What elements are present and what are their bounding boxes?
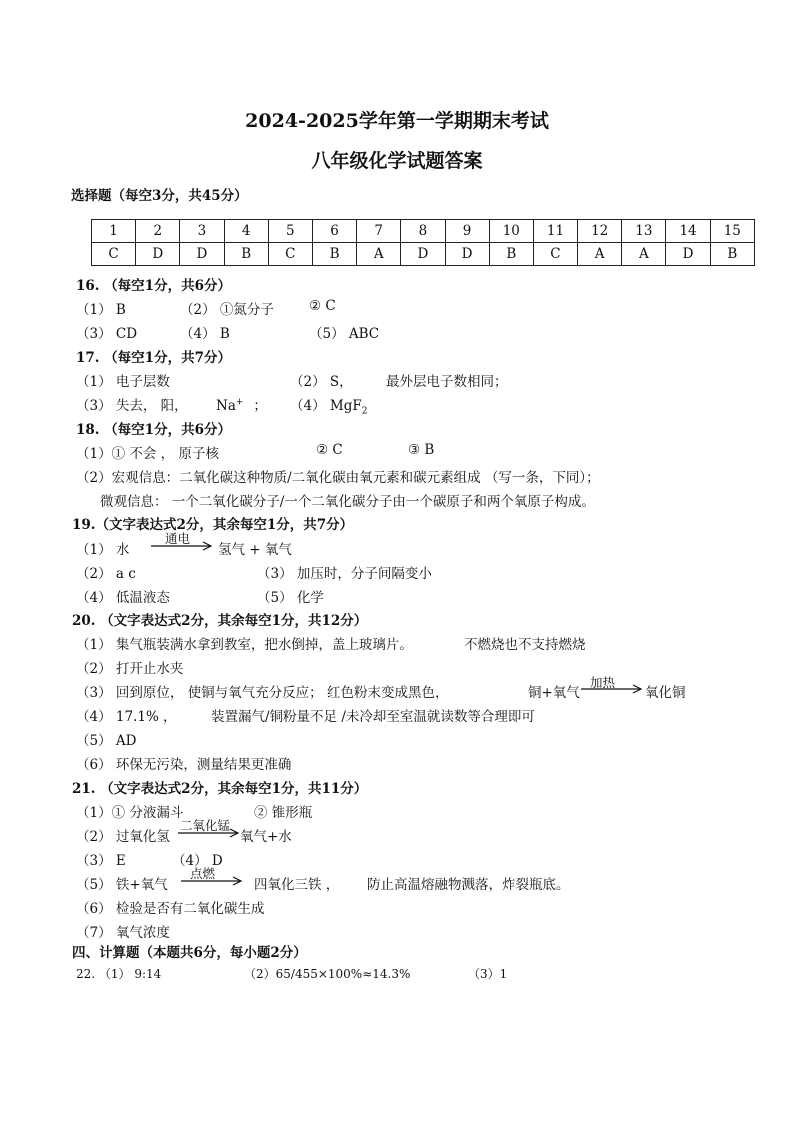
- answer-cell: A: [622, 243, 666, 266]
- question-number-cell: 4: [224, 220, 268, 243]
- answer-cell: D: [445, 243, 489, 266]
- q21-4: （4） D: [172, 853, 223, 869]
- answer-cell: D: [136, 243, 180, 266]
- q21-5-condition: 点燃: [190, 866, 216, 881]
- question-number-cell: 3: [180, 220, 224, 243]
- q17-4: （4） MgF$_2$: [290, 398, 368, 417]
- q16-4: （4） B: [180, 326, 230, 342]
- q17-1: （1） 电子层数: [76, 374, 170, 390]
- question-number-cell: 5: [268, 220, 312, 243]
- q16-2: （2） ①氮分子: [180, 302, 274, 318]
- exam-title: 2024-2025学年第一学期期末考试: [245, 110, 549, 132]
- reaction-arrow-icon: [580, 684, 644, 694]
- q20-1: （1） 集气瓶装满水拿到教室，把水倒掉，盖上玻璃片。: [76, 637, 413, 653]
- q17-2b: 最外层电子数相同；: [386, 374, 508, 390]
- q21-7: （7） 氧气浓度: [76, 925, 170, 941]
- question-number-cell: 7: [357, 220, 401, 243]
- question-number-cell: 10: [489, 220, 533, 243]
- q20-3-reactants: 铜+氧气: [528, 685, 580, 701]
- answer-cell: D: [666, 243, 710, 266]
- answer-cell: B: [489, 243, 533, 266]
- q20-4: （4） 17.1% ，: [76, 709, 177, 725]
- q16-3: （3） CD: [76, 326, 138, 342]
- q17-2: （2） S，: [290, 374, 353, 390]
- q21-heading: 21. （文字表达式2分，其余每空1分，共11分）: [72, 781, 368, 797]
- answer-cell: B: [224, 243, 268, 266]
- q17-heading: 17. （每空1分，共7分）: [76, 350, 231, 366]
- q16-5: （5） ABC: [309, 326, 380, 342]
- q16-1: （1） B: [76, 302, 126, 318]
- q21-2-condition: 二氧化锰: [180, 818, 231, 833]
- number-row: [92, 220, 755, 243]
- q22-1: 22. （1） 9:14: [76, 967, 162, 981]
- q19-2: （2） a c: [76, 566, 136, 582]
- question-number-cell: 14: [666, 220, 710, 243]
- answer-cell: D: [401, 243, 445, 266]
- q20-1b: 不燃烧也不支持燃烧: [464, 637, 586, 653]
- q22-2: （2）65/455×100%≈14.3%: [244, 967, 411, 981]
- q20-heading: 20. （文字表达式2分，其余每空1分，共12分）: [72, 613, 368, 629]
- answer-row: [92, 243, 755, 266]
- q22-3: （3）1: [468, 967, 508, 981]
- question-number-cell: 12: [578, 220, 622, 243]
- q18-1c: ③ B: [408, 442, 435, 458]
- q19-5: （5） 化学: [257, 590, 324, 606]
- q20-2: （2） 打开止水夹: [76, 661, 184, 677]
- reaction-arrow-icon: [177, 828, 241, 838]
- q19-1-reactant: （1） 水: [76, 542, 130, 558]
- q18-1b: ② C: [316, 442, 343, 458]
- q18-2-micro: 微观信息： 一个二氧化碳分子/一个二氧化碳分子由一个碳原子和两个氧原子构成。: [100, 494, 595, 510]
- question-number-cell: 11: [533, 220, 577, 243]
- answer-cell: A: [578, 243, 622, 266]
- question-number-cell: 13: [622, 220, 666, 243]
- q21-1: （1）① 分液漏斗: [76, 805, 184, 821]
- answer-cell: B: [710, 243, 754, 266]
- q20-6: （6） 环保无污染，测量结果更准确: [76, 757, 292, 773]
- question-number-cell: 2: [136, 220, 180, 243]
- q17-3: （3） 失去， 阳，: [76, 398, 188, 414]
- question-number-cell: 6: [312, 220, 356, 243]
- reaction-arrow-icon: [180, 876, 244, 886]
- answer-table: [91, 219, 755, 266]
- q16-2b: ② C: [309, 298, 336, 314]
- q21-2-reactant: （2） 过氧化氢: [76, 829, 170, 845]
- calc-heading: 四、计算题（本题共6分，每小题2分）: [72, 945, 307, 961]
- q18-2-macro: （2）宏观信息：二氧化碳这种物质/二氧化碳由氧元素和碳元素组成 （写一条，下同）；: [76, 470, 600, 486]
- reaction-arrow-icon: [150, 541, 214, 551]
- q17-3-ion: Na+ ；: [216, 397, 267, 414]
- answer-cell: C: [268, 243, 312, 266]
- q21-5-reactants: （5） 铁+氧气: [76, 877, 168, 893]
- question-number-cell: 9: [445, 220, 489, 243]
- question-number-cell: 1: [92, 220, 136, 243]
- answer-cell: B: [312, 243, 356, 266]
- q21-3: （3） E: [76, 853, 126, 869]
- q21-5-reason: 防止高温熔融物溅落，炸裂瓶底。: [367, 877, 570, 893]
- choice-heading: 选择题（每空3分，共45分）: [71, 188, 248, 204]
- q19-4: （4） 低温液态: [76, 590, 170, 606]
- q20-3: （3） 回到原位， 使铜与氧气充分反应； 红色粉末变成黑色，: [76, 685, 449, 701]
- question-number-cell: 15: [710, 220, 754, 243]
- q19-1-products: 氢气 + 氧气: [218, 542, 292, 558]
- answer-cell: C: [533, 243, 577, 266]
- q20-3-condition: 加热: [590, 675, 616, 690]
- q20-4b: 装置漏气/铜粉量不足 /未冷却至室温就读数等合理即可: [211, 709, 535, 725]
- q16-heading: 16. （每空1分，共6分）: [76, 278, 231, 294]
- q20-5: （5） AD: [76, 733, 137, 749]
- q21-6: （6） 检验是否有二氧化碳生成: [76, 901, 265, 917]
- answer-cell: D: [180, 243, 224, 266]
- answer-subtitle: 八年级化学试题答案: [311, 150, 483, 172]
- q21-5-product: 四氧化三铁 ，: [254, 877, 340, 893]
- q18-heading: 18. （每空1分，共6分）: [76, 422, 231, 438]
- q21-1b: ② 锥形瓶: [254, 805, 313, 821]
- question-number-cell: 8: [401, 220, 445, 243]
- q19-1-condition: 通电: [165, 531, 191, 546]
- q19-3: （3） 加压时，分子间隔变小: [257, 566, 432, 582]
- q20-3-product: 氧化铜: [645, 685, 686, 701]
- q19-heading: 19.（文字表达式2分，其余每空1分，共7分）: [72, 517, 354, 533]
- q18-1: （1）① 不会 ， 原子核: [76, 446, 219, 462]
- q21-2-products: 氧气+水: [240, 829, 292, 845]
- answer-cell: A: [357, 243, 401, 266]
- answer-cell: C: [92, 243, 136, 266]
